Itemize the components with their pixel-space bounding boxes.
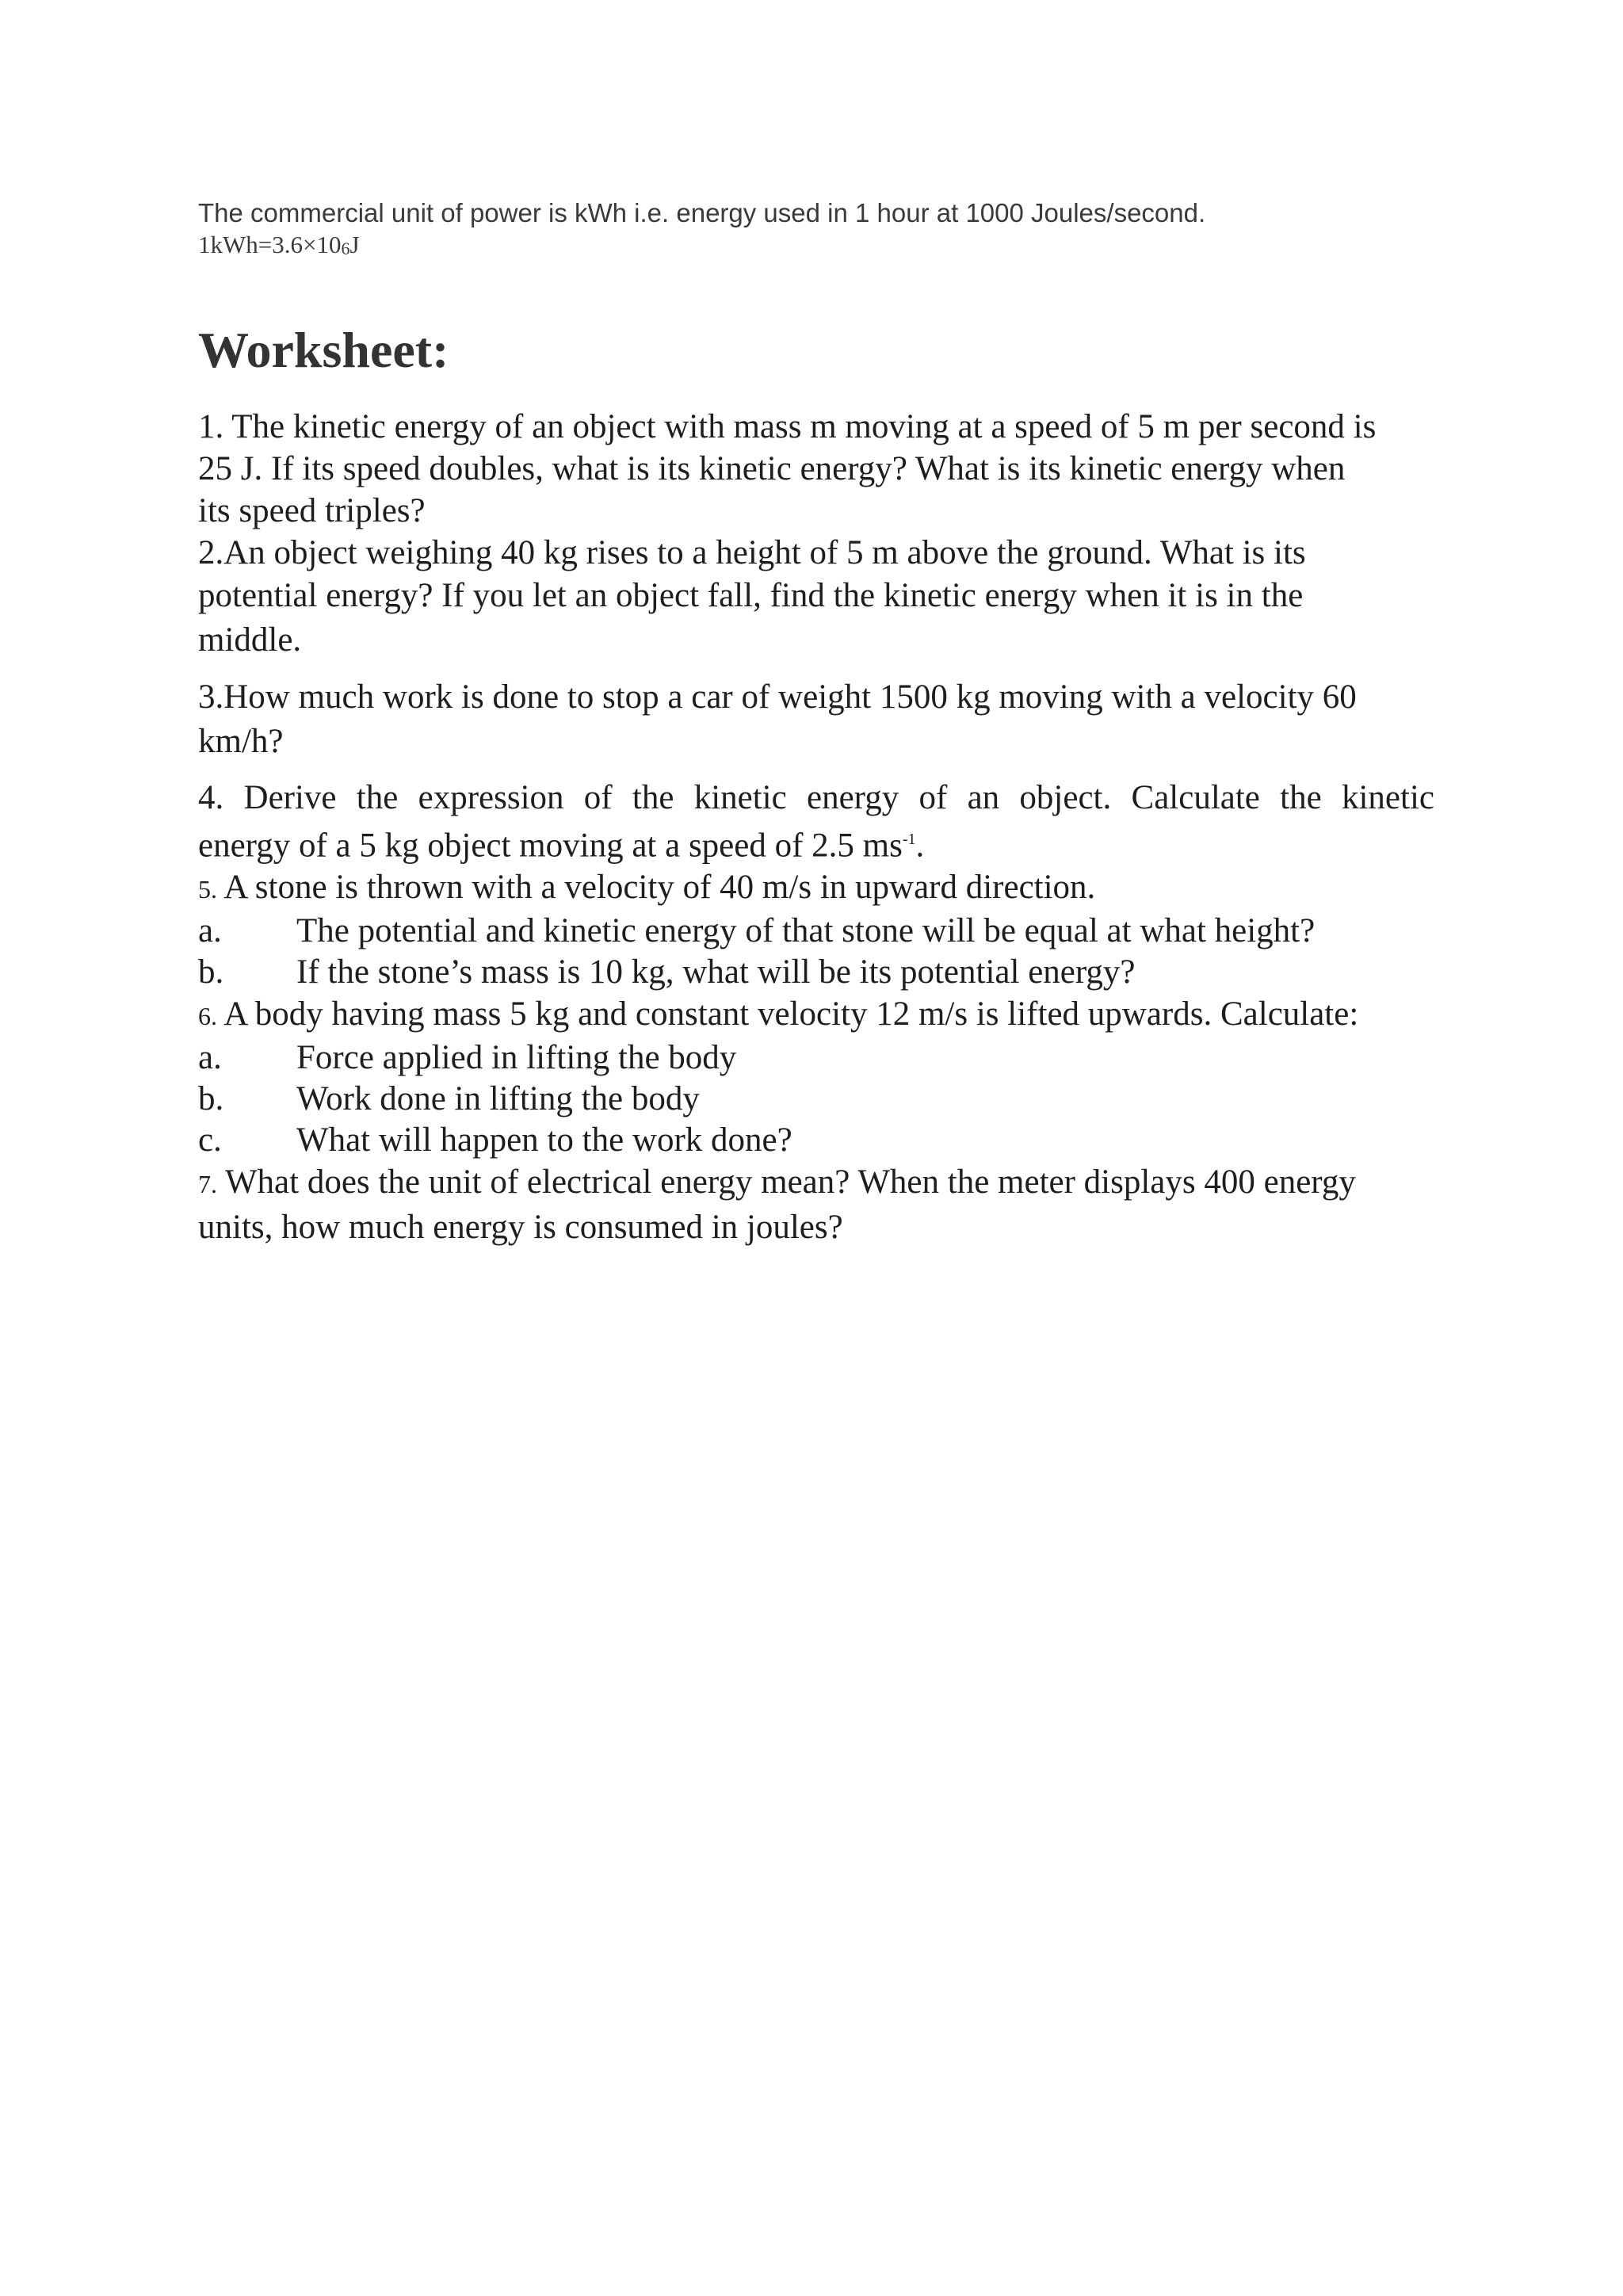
question-2-line-3: middle.	[198, 621, 302, 659]
question-6-stem	[198, 993, 1434, 1037]
question-3-line-1: 3.How much work is done to stop a car of weight 1500 kg moving with a velocity 60	[198, 678, 1357, 716]
question-6-part-c	[198, 1120, 1434, 1161]
question-5	[198, 866, 1434, 993]
question-4-line-2	[198, 819, 1434, 866]
question-6-text: A body having mass 5 kg and constant velocity 12 m/s is lifted upwards. Calculate:	[217, 995, 1359, 1033]
question-6-part-b	[198, 1079, 1434, 1120]
question-5-stem	[198, 866, 1434, 911]
question-6-number: 6.	[198, 1002, 217, 1031]
question-7-text: What does the unit of electrical energy mean? When the meter displays 400 energy	[217, 1163, 1356, 1201]
part-marker: b.	[198, 953, 224, 991]
question-1	[198, 406, 1434, 532]
question-2	[198, 532, 1434, 663]
kwh-exponent: 6	[341, 239, 350, 258]
part-text: If the stone’s mass is 10 kg, what will be its potential energy?	[296, 953, 1136, 991]
worksheet-heading: Worksheet:	[198, 322, 449, 378]
question-4-line-2-end: .	[915, 827, 925, 865]
question-4	[198, 777, 1434, 866]
part-marker: b.	[198, 1080, 224, 1118]
question-5-part-a	[198, 911, 1434, 952]
question-7-line-2: units, how much energy is consumed in joules?	[198, 1209, 843, 1247]
kwh-equation-suffix: J	[349, 231, 360, 258]
question-4-line-1: 4. Derive the expression of the kinetic energy of an object. Calculate the kinetic	[198, 779, 1434, 816]
question-2-line-2: potential energy? If you let an object fall, find the kinetic energy when it is in the	[198, 577, 1304, 614]
question-1-line-3: its speed triples?	[198, 492, 426, 529]
question-6	[198, 993, 1434, 1161]
question-3-line-2: km/h?	[198, 723, 284, 760]
question-7-number: 7.	[198, 1170, 217, 1199]
question-4-line-2-text: energy of a 5 kg object moving at a speed of 2.5 ms	[198, 827, 903, 865]
question-4-exponent: -1	[902, 831, 916, 848]
question-6-part-a	[198, 1037, 1434, 1079]
part-marker: a.	[198, 912, 222, 950]
question-list	[198, 406, 1434, 1250]
question-1-line-2: 25 J. If its speed doubles, what is its kinetic energy? What is its kinetic energy when	[198, 450, 1346, 487]
question-5-text: A stone is thrown with a velocity of 40 m/s in upward direction.	[217, 869, 1096, 907]
question-7-line-1	[198, 1161, 1434, 1205]
question-7	[198, 1161, 1434, 1250]
part-text: Force applied in lifting the body	[296, 1039, 737, 1077]
part-text: What will happen to the work done?	[296, 1121, 792, 1159]
intro-line: The commercial unit of power is kWh i.e. energy used in 1 hour at 1000 Joules/second.	[198, 198, 1206, 227]
question-5-part-b	[198, 952, 1434, 993]
question-2-line-1: 2.An object weighing 40 kg rises to a height of 5 m above the ground. What is its	[198, 534, 1306, 571]
part-marker: a.	[198, 1039, 222, 1077]
question-3	[198, 675, 1434, 764]
kwh-equation-prefix: 1kWh=3.6×10	[198, 231, 342, 258]
intro-block	[198, 197, 1434, 262]
part-text: The potential and kinetic energy of that stone will be equal at what height?	[296, 912, 1316, 950]
kwh-equation	[198, 230, 1434, 262]
question-1-line-1: 1. The kinetic energy of an object with mass m moving at a speed of 5 m per second is	[198, 408, 1377, 445]
part-text: Work done in lifting the body	[296, 1080, 700, 1118]
part-marker: c.	[198, 1121, 222, 1159]
question-5-number: 5.	[198, 875, 217, 904]
